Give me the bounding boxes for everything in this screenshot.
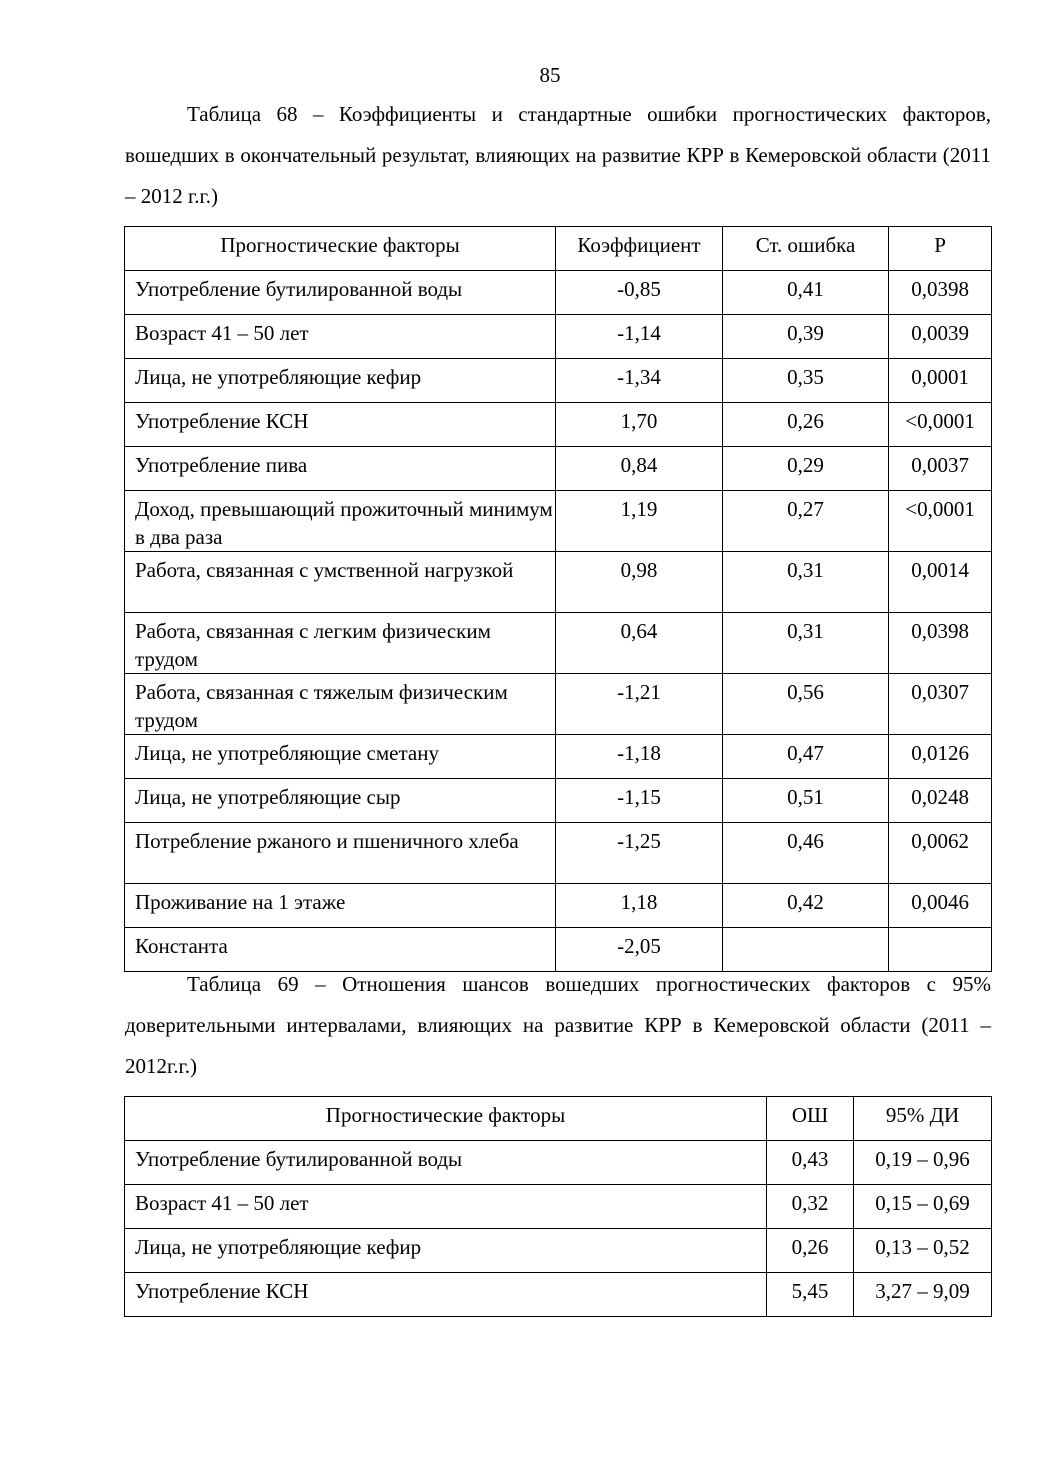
factor-cell: Возраст 41 – 50 лет <box>125 1185 767 1229</box>
factor-cell: Употребление бутилированной воды <box>125 1141 767 1185</box>
p-cell: 0,0398 <box>889 613 992 674</box>
std-error-cell: 0,42 <box>722 884 888 928</box>
p-cell: <0,0001 <box>889 403 992 447</box>
odds-ratio-cell: 5,45 <box>767 1273 854 1317</box>
coefficient-cell: -1,15 <box>556 779 723 823</box>
coefficient-cell: 1,18 <box>556 884 723 928</box>
column-header-factors: Прогностические факторы <box>125 227 556 271</box>
confidence-interval-cell: 0,13 – 0,52 <box>854 1229 992 1273</box>
p-cell: 0,0039 <box>889 315 992 359</box>
std-error-cell: 0,47 <box>722 735 888 779</box>
std-error-cell: 0,56 <box>722 674 888 735</box>
table-row <box>125 447 992 491</box>
factor-cell: Проживание на 1 этаже <box>125 884 556 928</box>
p-cell: 0,0037 <box>889 447 992 491</box>
factor-cell: Доход, превышающий прожиточный минимум в два раза <box>125 491 556 552</box>
column-header-odds-ratio: ОШ <box>767 1097 854 1141</box>
coefficient-cell: 0,64 <box>556 613 723 674</box>
factor-cell: Потребление ржаного и пшеничного хлеба <box>125 823 556 884</box>
confidence-interval-cell: 3,27 – 9,09 <box>854 1273 992 1317</box>
coefficient-cell: 0,98 <box>556 552 723 613</box>
column-header-factors: Прогностические факторы <box>125 1097 767 1141</box>
table-68 <box>124 226 992 972</box>
table-row <box>125 491 992 552</box>
std-error-cell: 0,26 <box>722 403 888 447</box>
table-69 <box>124 1096 992 1317</box>
factor-cell: Константа <box>125 928 556 972</box>
std-error-cell: 0,39 <box>722 315 888 359</box>
coefficient-cell: -1,34 <box>556 359 723 403</box>
std-error-cell: 0,31 <box>722 613 888 674</box>
p-cell: 0,0126 <box>889 735 992 779</box>
table-row <box>125 735 992 779</box>
factor-cell: Употребление пива <box>125 447 556 491</box>
column-header-std-error: Ст. ошибка <box>722 227 888 271</box>
table-row <box>125 271 992 315</box>
table-header-row <box>125 1097 992 1141</box>
table-row <box>125 1185 992 1229</box>
p-cell: 0,0001 <box>889 359 992 403</box>
odds-ratio-cell: 0,26 <box>767 1229 854 1273</box>
confidence-interval-cell: 0,15 – 0,69 <box>854 1185 992 1229</box>
std-error-cell: 0,46 <box>722 823 888 884</box>
p-cell: 0,0014 <box>889 552 992 613</box>
factor-cell: Работа, связанная с тяжелым физическим трудом <box>125 674 556 735</box>
coefficient-cell: -2,05 <box>556 928 723 972</box>
table-row <box>125 1273 992 1317</box>
table-row <box>125 613 992 674</box>
table-69-caption: Таблица 69 – Отношения шансов вошедших прогностических факторов с 95% доверительными интервалами, влияющих на развитие КРР в Кемеровской области (2011 – 2012г.г.) <box>125 972 991 1078</box>
column-header-p: P <box>889 227 992 271</box>
p-cell: 0,0062 <box>889 823 992 884</box>
coefficient-cell: 0,84 <box>556 447 723 491</box>
p-cell: 0,0307 <box>889 674 992 735</box>
factor-cell: Употребление КСН <box>125 1273 767 1317</box>
factor-cell: Употребление КСН <box>125 403 556 447</box>
coefficient-cell: 1,70 <box>556 403 723 447</box>
p-cell: 0,0046 <box>889 884 992 928</box>
factor-cell: Возраст 41 – 50 лет <box>125 315 556 359</box>
coefficient-cell: -1,25 <box>556 823 723 884</box>
factor-cell: Употребление бутилированной воды <box>125 271 556 315</box>
std-error-cell: 0,35 <box>722 359 888 403</box>
table-row <box>125 403 992 447</box>
table-row <box>125 552 992 613</box>
coefficient-cell: 1,19 <box>556 491 723 552</box>
coefficient-cell: -1,18 <box>556 735 723 779</box>
std-error-cell: 0,29 <box>722 447 888 491</box>
table-row <box>125 823 992 884</box>
table-row <box>125 884 992 928</box>
coefficient-cell: -0,85 <box>556 271 723 315</box>
coefficient-cell: -1,14 <box>556 315 723 359</box>
p-cell: 0,0248 <box>889 779 992 823</box>
column-header-confidence-interval: 95% ДИ <box>854 1097 992 1141</box>
factor-cell: Работа, связанная с умственной нагрузкой <box>125 552 556 613</box>
table-row <box>125 359 992 403</box>
table-row <box>125 779 992 823</box>
coefficient-cell: -1,21 <box>556 674 723 735</box>
factor-cell: Лица, не употребляющие сыр <box>125 779 556 823</box>
table-row <box>125 674 992 735</box>
table-header-row <box>125 227 992 271</box>
factor-cell: Лица, не употребляющие кефир <box>125 1229 767 1273</box>
odds-ratio-cell: 0,43 <box>767 1141 854 1185</box>
column-header-coefficient: Коэффициент <box>556 227 723 271</box>
table-row <box>125 315 992 359</box>
factor-cell: Лица, не употребляющие кефир <box>125 359 556 403</box>
page-number: 85 <box>539 63 561 87</box>
std-error-cell: 0,27 <box>722 491 888 552</box>
table-68-caption: Таблица 68 – Коэффициенты и стандартные ошибки прогностических факторов, вошедших в окончательный результат, влияющих на развитие КРР в Кемеровской области (2011 – 2012 г.г.) <box>125 102 991 208</box>
confidence-interval-cell: 0,19 – 0,96 <box>854 1141 992 1185</box>
factor-cell: Работа, связанная с легким физическим трудом <box>125 613 556 674</box>
std-error-cell: 0,51 <box>722 779 888 823</box>
p-cell: <0,0001 <box>889 491 992 552</box>
std-error-cell: 0,31 <box>722 552 888 613</box>
table-row <box>125 1141 992 1185</box>
std-error-cell: 0,41 <box>722 271 888 315</box>
odds-ratio-cell: 0,32 <box>767 1185 854 1229</box>
p-cell: 0,0398 <box>889 271 992 315</box>
factor-cell: Лица, не употребляющие сметану <box>125 735 556 779</box>
table-row <box>125 1229 992 1273</box>
